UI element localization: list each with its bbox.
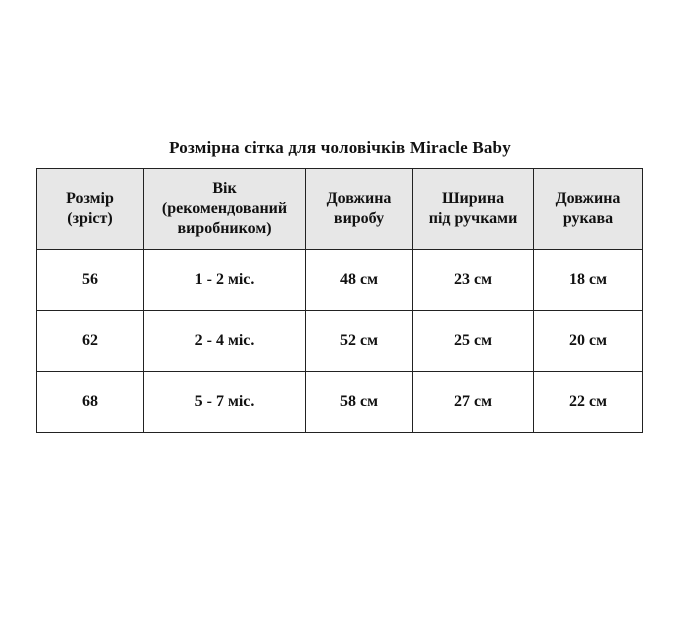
- header-length-line-2: виробу: [333, 210, 385, 227]
- header-age-line-2: (рекомендований: [161, 200, 288, 217]
- header-length-line-1: Довжина: [326, 190, 392, 207]
- header-age-line-1: Вік: [212, 180, 237, 197]
- table-row: [37, 372, 643, 433]
- cell-sleeve: 20 см: [534, 311, 643, 372]
- cell-length: 58 см: [306, 372, 413, 433]
- cell-age: 5 - 7 міс.: [144, 372, 306, 433]
- cell-size: 62: [37, 311, 144, 372]
- header-length: [306, 169, 413, 250]
- cell-width: 27 см: [413, 372, 534, 433]
- header-sleeve-line-2: рукава: [562, 210, 614, 227]
- header-row: [37, 169, 643, 250]
- table-title: Розмірна сітка для чоловічків Miracle Baby: [169, 138, 511, 157]
- header-age-line-3: виробником): [177, 220, 272, 237]
- header-size-line-1: Розмір: [66, 190, 114, 207]
- header-width: [413, 169, 534, 250]
- cell-length: 52 см: [306, 311, 413, 372]
- table-row: [37, 311, 643, 372]
- cell-age: 2 - 4 міс.: [144, 311, 306, 372]
- cell-width: 23 см: [413, 250, 534, 311]
- cell-size: 56: [37, 250, 144, 311]
- header-sleeve-line-1: Довжина: [555, 190, 621, 207]
- cell-sleeve: 18 см: [534, 250, 643, 311]
- header-size: [37, 169, 144, 250]
- size-chart-table: [36, 168, 643, 433]
- cell-length: 48 см: [306, 250, 413, 311]
- header-age: [144, 169, 306, 250]
- cell-width: 25 см: [413, 311, 534, 372]
- table-row: [37, 250, 643, 311]
- cell-sleeve: 22 см: [534, 372, 643, 433]
- header-width-line-2: під ручками: [428, 210, 518, 227]
- header-sleeve: [534, 169, 643, 250]
- cell-size: 68: [37, 372, 144, 433]
- header-size-line-2: (зріст): [67, 210, 113, 227]
- header-width-line-1: Ширина: [441, 190, 505, 207]
- cell-age: 1 - 2 міс.: [144, 250, 306, 311]
